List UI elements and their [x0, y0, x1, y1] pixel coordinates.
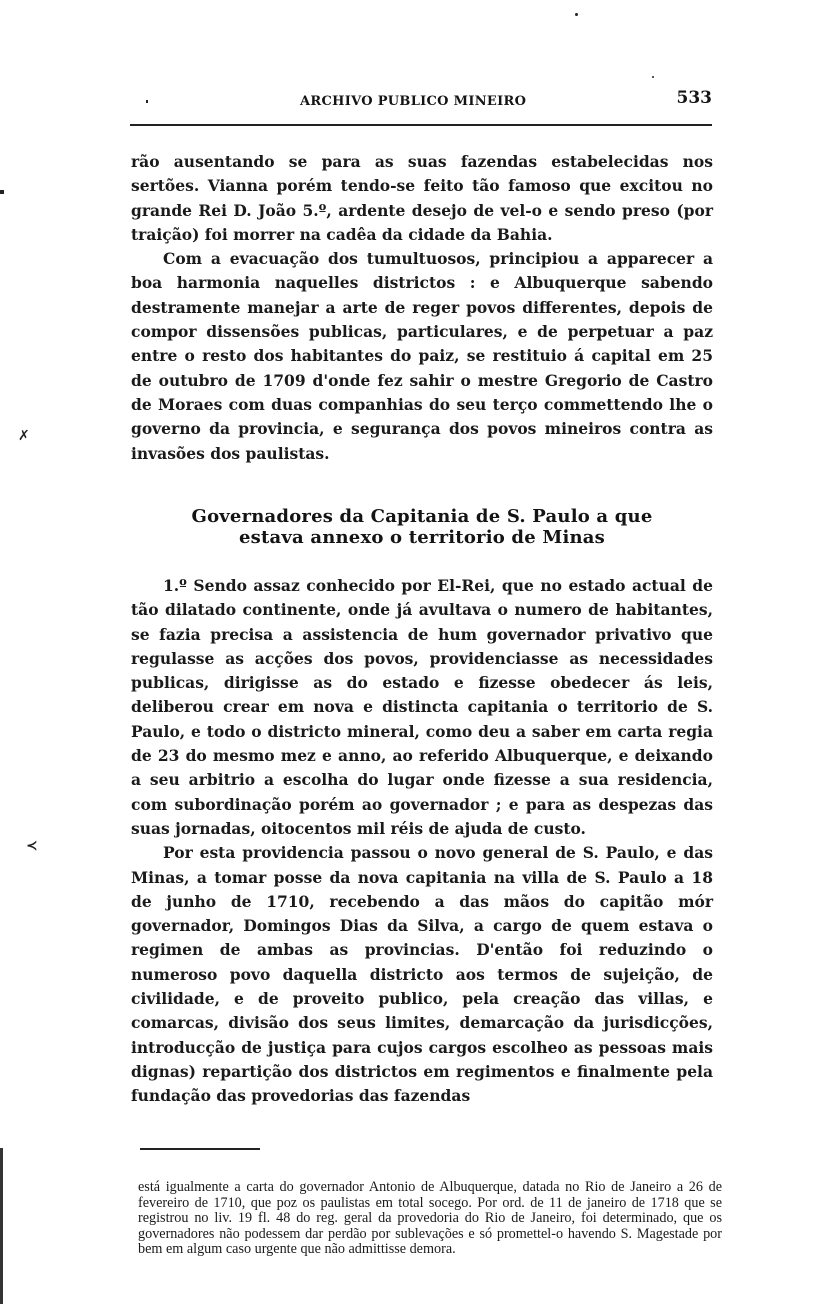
binding-edge-mark	[0, 1148, 3, 1304]
section-body	[131, 574, 713, 1109]
section-heading	[131, 506, 713, 548]
paragraph: Por esta providencia passou o novo general de S. Paulo, e das Minas, a tomar posse da nova capitania na villa de S. Paulo a 18 de junho de 1710, recebendo a das mãos do capitão mór governador, Domingos Dias da Silva, a cargo de quem estava o regimen de ambas as provincias. D'então foi reduzindo o numeroso povo daquella districto aos termos de sujeição, de civilidade, e de proveito publico, pela creação das villas, e comarcas, divisão dos seus limites, demarcação da jurisdicções, introducção de justiça para cujos cargos escolheo as pessoas mais dignas) repartição dos districtos em regimentos e finalmente pela fundação das provedorias das fazendas	[131, 843, 713, 1106]
running-header	[130, 88, 712, 114]
paragraph: Com a evacuação dos tumultuosos, principiou a apparecer a boa harmonia naquelles districtos : e Albuquerque sabendo destramente manejar a arte de reger povos differentes, depois de compor dissensões publicas, particulares, e de perpetuar a paz entre o resto dos habitantes do paiz, se restituio á capital em 25 de outubro de 1709 d'onde fez sahir o mestre Gregorio de Castro de Moraes com duas companhias do seu terço commettendo lhe o governo da provincia, e segurança dos povos mineiros contra as invasões dos paulistas.	[131, 249, 713, 463]
intro-text	[131, 150, 713, 466]
header-rule	[130, 124, 712, 126]
section-heading-line: estava annexo o territorio de Minas	[239, 527, 605, 548]
running-title: ARCHIVO PUBLICO MINEIRO	[300, 94, 527, 109]
footnote-rule	[140, 1148, 260, 1150]
speck-mark	[575, 13, 578, 16]
paragraph: 1.º Sendo assaz conhecido por El-Rei, que no estado actual de tão dilatado continente, onde já avultava o numero de habitantes, se fazia precisa a assistencia de hum governador privativo que regulasse as acções dos povos, providenciasse as necessidades publicas, dirigisse as do estado e fizesse obedecer ás leis, deliberou crear em nova e distincta capitania o territorio de S. Paulo, e todo o districto mineral, como deu a saber em carta regia de 23 do mesmo mez e anno, ao referido Albuquerque, e deixando a seu arbitrio a escolha do lugar onde fizesse a sua residencia, com subordinação porém ao governador ; e para as despezas das suas jornadas, oitocentos mil réis de ajuda de custo.	[131, 576, 713, 838]
paragraph: rão ausentando se para as suas fazendas estabelecidas nos sertões. Vianna porém tendo-se feito tão famoso que excitou no grande Rei D. João 5.º, ardente desejo de vel-o e sendo preso (por traição) foi morrer na cadêa da cidade da Bahia.	[131, 152, 713, 244]
footnote: está igualmente a carta do governador Antonio de Albuquerque, datada no Rio de Janeiro a 26 de fevereiro de 1710, que poz os paulistas em total socego. Por ord. de 11 de janeiro de 1718 que se registrou no liv. 19 fl. 48 do reg. geral da provedoria do Rio de Janeiro, foi determinado, que os governadores não podessem dar perdão por sublevações e só promettel-o havendo S. Magestade por bem em algum caso urgente que não admittisse demora.	[138, 1179, 722, 1258]
margin-mark-icon: ✗	[18, 428, 30, 444]
page-number: 533	[676, 88, 712, 108]
section-heading-line: Governadores da Capitania de S. Paulo a que	[191, 506, 653, 527]
speck-mark	[652, 76, 654, 78]
margin-mark-icon: ≺	[26, 838, 38, 854]
binding-mark	[0, 190, 4, 194]
